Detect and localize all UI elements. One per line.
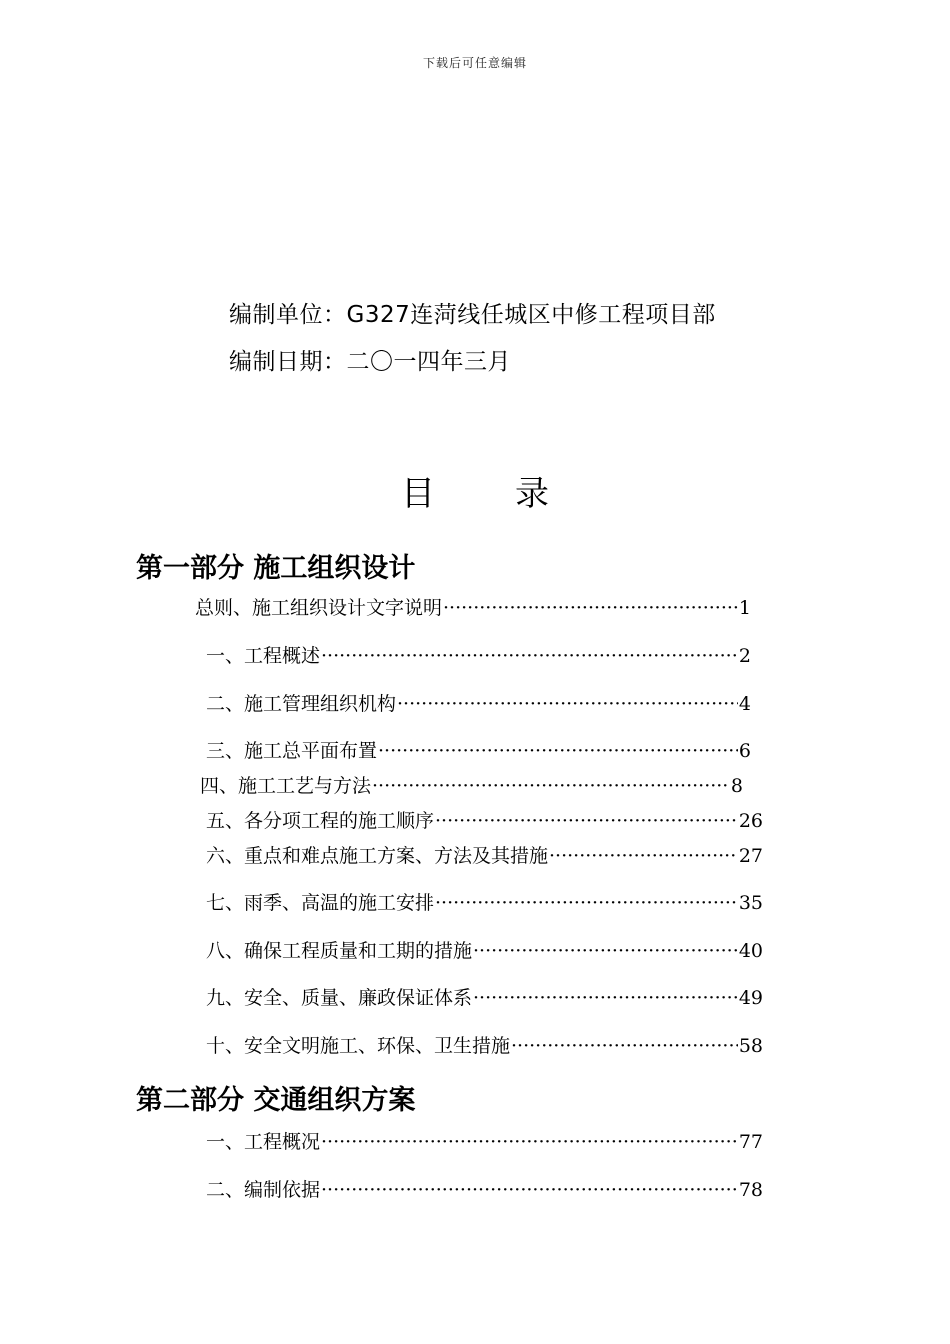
toc-leader-dots — [511, 1034, 738, 1058]
toc-entry[interactable] — [206, 644, 751, 668]
toc-entry-page: 40 — [738, 940, 763, 962]
toc-leader-dots — [435, 809, 738, 833]
toc-leader-dots — [443, 596, 738, 620]
toc-title — [0, 466, 950, 515]
part2-heading: 第二部分 交通组织方案 — [136, 1085, 416, 1116]
toc-entry[interactable] — [206, 844, 763, 868]
toc-entry-label: 五、各分项工程的施工顺序 — [206, 810, 435, 832]
toc-entry-label: 七、雨季、高温的施工安排 — [206, 892, 435, 914]
toc-entry-page: 35 — [738, 892, 763, 914]
toc-leader-dots — [397, 692, 738, 716]
toc-entry-page: 2 — [738, 645, 751, 667]
toc-entry-label: 二、编制依据 — [206, 1179, 321, 1201]
toc-entry[interactable] — [206, 1034, 763, 1058]
toc-entry-label: 九、安全、质量、廉政保证体系 — [206, 987, 473, 1009]
toc-entry-page: 26 — [738, 810, 763, 832]
toc-leader-dots — [435, 891, 738, 915]
toc-entry-label: 八、确保工程质量和工期的措施 — [206, 940, 473, 962]
toc-entry-page: 49 — [738, 987, 763, 1009]
toc-entry[interactable] — [206, 739, 751, 763]
toc-leader-dots — [321, 644, 738, 668]
toc-entry[interactable] — [206, 986, 763, 1010]
toc-leader-dots — [473, 939, 738, 963]
toc-entry[interactable] — [206, 939, 763, 963]
toc-entry[interactable] — [206, 1178, 763, 1202]
toc-entry-page: 77 — [738, 1131, 763, 1153]
toc-title-left: 目 — [401, 474, 435, 514]
toc-leader-dots — [372, 774, 730, 798]
toc-entry-label: 总则、施工组织设计文字说明 — [195, 597, 443, 619]
toc-entry-page: 58 — [738, 1035, 763, 1057]
compile-unit-line: 编制单位：G327连菏线任城区中修工程项目部 — [229, 302, 716, 328]
toc-entry-page: 1 — [738, 597, 751, 619]
toc-entry-page: 6 — [738, 740, 751, 762]
part1-heading: 第一部分 施工组织设计 — [136, 553, 416, 584]
toc-entry-label: 一、工程概述 — [206, 645, 321, 667]
toc-entry-page: 27 — [738, 845, 763, 867]
toc-entry-label: 一、工程概况 — [206, 1131, 321, 1153]
toc-entry[interactable] — [206, 692, 751, 716]
page-header-note: 下载后可任意编辑 — [422, 56, 527, 70]
toc-entry-label: 三、施工总平面布置 — [206, 740, 378, 762]
toc-leader-dots — [378, 739, 738, 763]
toc-entry-page: 4 — [738, 693, 751, 715]
toc-entry[interactable] — [206, 891, 763, 915]
compile-date-line: 编制日期：二〇一四年三月 — [229, 349, 511, 375]
toc-entry[interactable] — [206, 809, 763, 833]
toc-leader-dots — [473, 986, 738, 1010]
toc-entry-label: 十、安全文明施工、环保、卫生措施 — [206, 1035, 511, 1057]
toc-leader-dots — [549, 844, 738, 868]
toc-entry[interactable] — [206, 1130, 763, 1154]
toc-entry[interactable] — [195, 596, 751, 620]
toc-entry-label: 六、重点和难点施工方案、方法及其措施 — [206, 845, 549, 867]
toc-entry-label: 二、施工管理组织机构 — [206, 693, 397, 715]
toc-leader-dots — [321, 1178, 738, 1202]
toc-entry[interactable] — [200, 774, 743, 798]
toc-entry-label: 四、施工工艺与方法 — [200, 775, 372, 797]
toc-entry-page: 8 — [730, 775, 743, 797]
toc-leader-dots — [321, 1130, 738, 1154]
toc-entry-page: 78 — [738, 1179, 763, 1201]
toc-title-right: 录 — [515, 474, 549, 514]
